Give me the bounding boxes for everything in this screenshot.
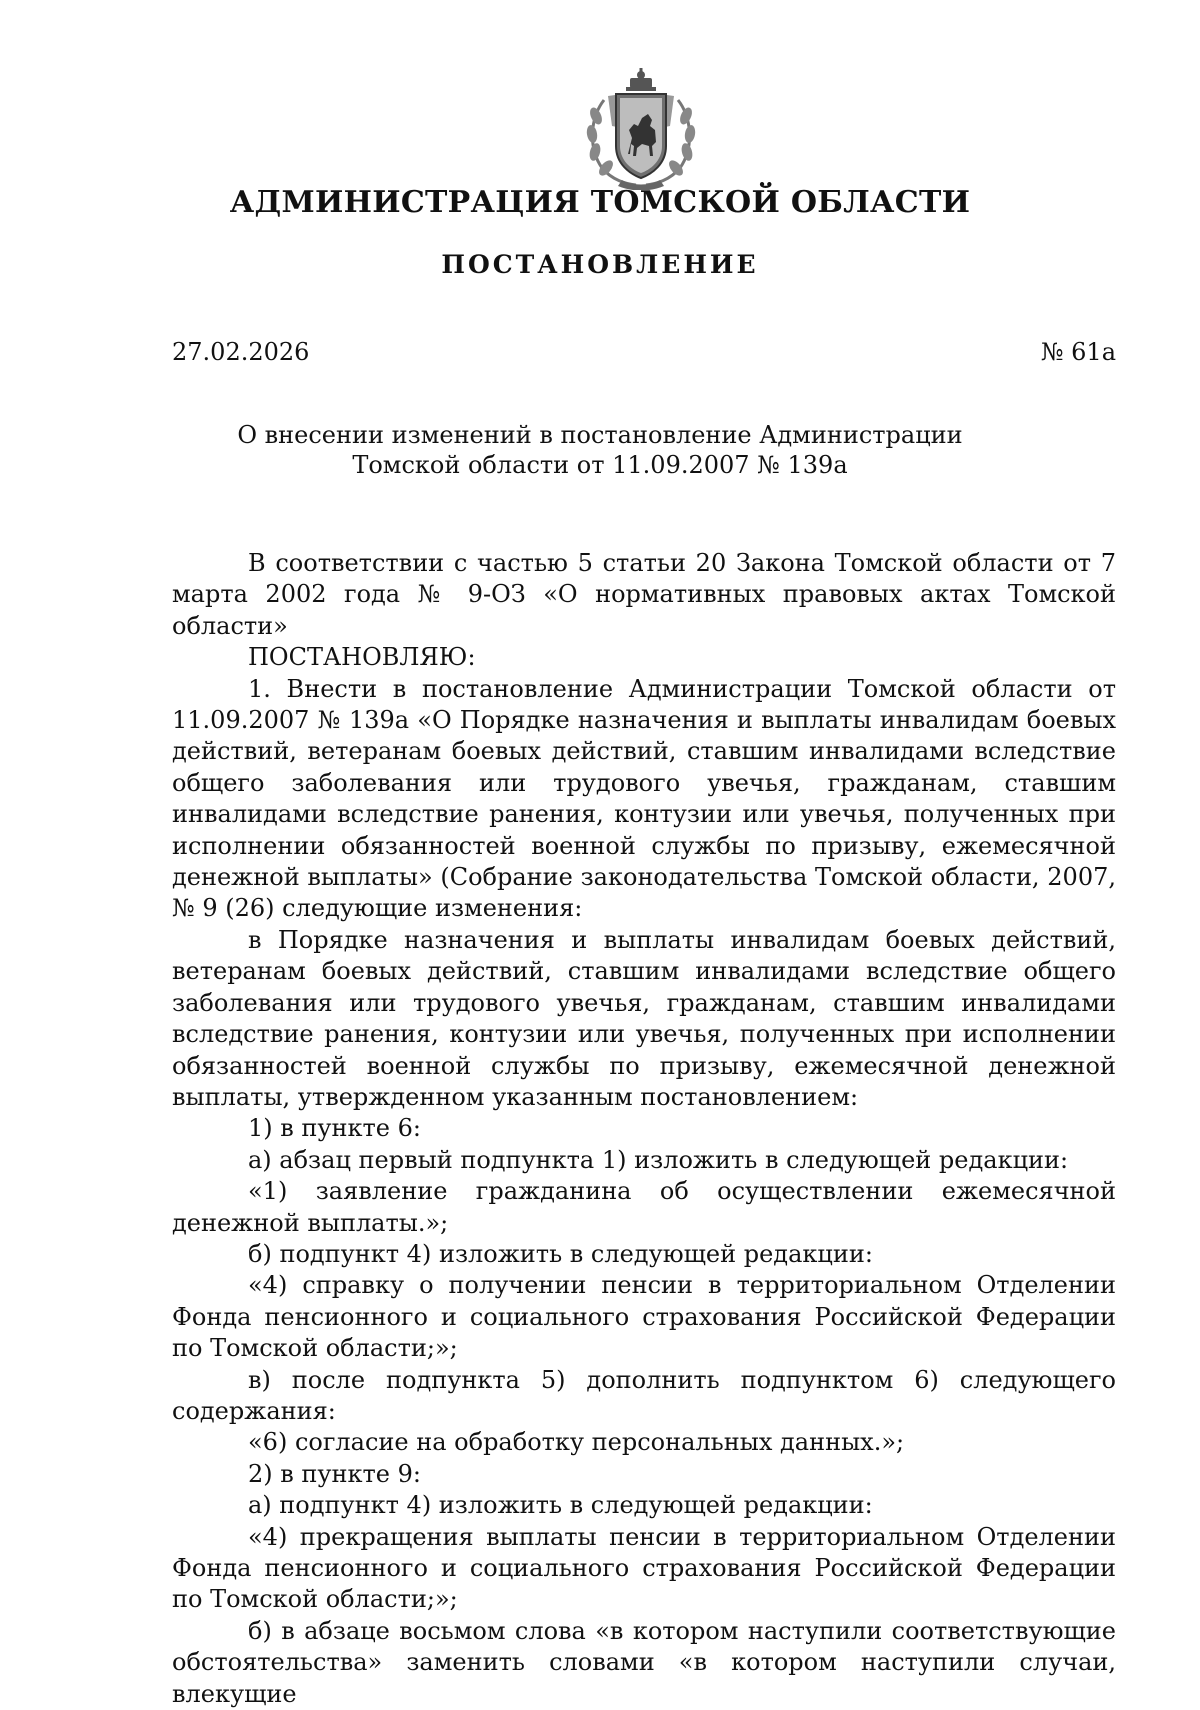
tomsk-coat-of-arms-icon xyxy=(582,68,700,190)
clause-paragraph: 1. Внести в постановление Администрации Томской области от 11.09.2007 № 139а «О Порядке назначения и выплаты инвалидам боевых действий, ветеранам боевых действий, ставшим инвалидами вследствие общего заболевания или трудового увечья, гражданам, ставшим инвалидами вследствие ранения, контузии или увечья, полученных при исполнении обязанностей военной службы по призыву, ежемесячной денежной выплаты» (Собрание законодательства Томской области, 2007, № 9 (26) следующие изменения: xyxy=(172,674,1116,923)
clause-paragraph: б) подпункт 4) изложить в следующей редакции: xyxy=(248,1239,873,1268)
preamble-paragraph: В соответствии с частью 5 статьи 20 Закона Томской области от 7 марта 2002 года № 9-ОЗ «О нормативных правовых актах Томской области» xyxy=(172,549,1116,640)
document-number: № 61а xyxy=(1040,338,1116,366)
document-body xyxy=(172,548,1116,1710)
clause-paragraph: а) абзац первый подпункта 1) изложить в следующей редакции: xyxy=(248,1145,1069,1174)
document-type: ПОСТАНОВЛЕНИЕ xyxy=(441,250,759,279)
organization-name: АДМИНИСТРАЦИЯ ТОМСКОЙ ОБЛАСТИ xyxy=(229,185,971,220)
clause-paragraph: в Порядке назначения и выплаты инвалидам боевых действий, ветеранам боевых действий, ставшим инвалидами вследствие общего заболевания или трудового увечья, гражданам, ставшим инвалидами вследствие ранения, контузии или увечья, полученных при исполнении обязанностей военной службы по призыву, ежемесячной денежной выплаты, утвержденном указанным постановлением: xyxy=(172,925,1116,1111)
title-line: О внесении изменений в постановление Администрации xyxy=(237,421,963,449)
clause-paragraph: б) в абзаце восьмом слова «в котором наступили соответствующие обстоятельства» заменить словами «в котором наступили случаи, влекущие xyxy=(172,1616,1116,1708)
clause-paragraph: «4) прекращения выплаты пенсии в территориальном Отделении Фонда пенсионного и социального страхования Российской Федерации по Томской области;»; xyxy=(172,1522,1116,1614)
clause-paragraph: а) подпункт 4) изложить в следующей редакции: xyxy=(248,1491,873,1520)
resolution-word: ПОСТАНОВЛЯЮ: xyxy=(248,643,476,672)
clause-paragraph: в) после подпункта 5) дополнить подпунктом 6) следующего содержания: xyxy=(172,1365,1116,1425)
clause-paragraph: 1) в пункте 6: xyxy=(248,1114,421,1143)
clause-paragraph: «6) согласие на обработку персональных данных.»; xyxy=(248,1428,905,1457)
clause-paragraph: 2) в пункте 9: xyxy=(248,1459,421,1488)
clause-paragraph: «4) справку о получении пенсии в территориальном Отделении Фонда пенсионного и социального страхования Российской Федерации по Томской области;»; xyxy=(172,1271,1116,1363)
document-title xyxy=(150,420,1050,480)
document-date: 27.02.2026 xyxy=(172,338,310,366)
title-line: Томской области от 11.09.2007 № 139а xyxy=(352,451,848,479)
clause-paragraph: «1) заявление гражданина об осуществлении ежемесячной денежной выплаты.»; xyxy=(172,1177,1116,1237)
